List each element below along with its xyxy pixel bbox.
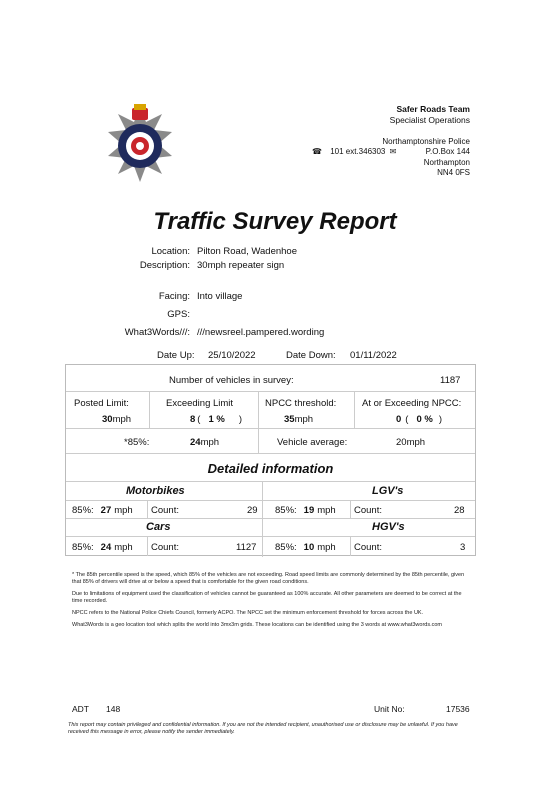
phone-number: 101 ext.346303 [330,147,386,156]
p85-label: *85%: [124,437,150,448]
police-crest-logo [96,100,184,188]
department: Specialist Operations [389,114,470,125]
phone-icon: ☎ [312,147,322,156]
motorbikes-count: 29 [247,505,258,516]
at-npcc-label: At or Exceeding NPCC: [362,398,462,409]
p85-value: 24mph [190,437,220,448]
hgv-heading: HGV's [372,521,405,533]
what3words-value: ///newsreel.pampered.wording [197,327,325,338]
lgv-heading: LGV's [372,485,404,497]
phone-line [312,147,396,156]
posted-limit-value: 30mph [102,414,132,425]
lgv-count-label: Count: [354,505,382,516]
team-name: Safer Roads Team [396,104,470,114]
hgv-p85: 85%: 10 mph [275,542,336,553]
date-down-label: Date Down: [286,350,336,361]
adt-value: 148 [106,704,121,714]
facing-row [0,291,550,303]
note-npcc: NPCC refers to the National Police Chiefs Council, formerly ACPO. The NPCC set the minimum enforcement threshold for forces across the UK. [72,610,424,616]
motorbikes-heading: Motorbikes [126,485,185,497]
unit-value: 17536 [446,704,470,714]
location-value: Pilton Road, Wadenhoe [197,246,297,257]
cars-heading: Cars [146,521,171,533]
date-up-label: Date Up: [157,350,195,361]
note-classification: Due to limitations of equipment used the classification of vehicles cannot be guaranteed as 100% accurate. All other parameters are deemed to be correct at the time recorded. [72,591,462,604]
adt-label: ADT [72,704,89,714]
posted-limit-label: Posted Limit: [74,398,129,409]
what3words-row [0,327,550,339]
gps-label: GPS: [167,309,190,320]
town: Northampton [423,157,470,167]
description-value: 30mph repeater sign [197,260,285,271]
org-name: Northamptonshire Police [382,137,470,146]
postal-address [424,147,470,179]
org-header [390,104,470,125]
facing-label: Facing: [158,291,190,302]
hgv-count: 3 [460,542,466,553]
mail-icon: ✉ [389,147,397,156]
description-label: Description: [139,260,190,271]
date-down-value: 01/11/2022 [350,350,397,361]
note-85th-percentile: * The 85th percentile speed is the speed, which 85% of the vehicles are not exceeding. Road speed limits are commonly determined by the 85th percentile, given that 85% of drivers will drive at or below a speed that is comfortable for the given road conditions. [72,572,465,585]
facing-value: Into village [197,291,243,302]
npcc-threshold-value: 35mph [284,414,314,425]
lgv-p85: 85%: 19 mph [275,505,336,516]
description-row [0,260,550,272]
postcode: NN4 0FS [437,168,470,177]
npcc-threshold-label: NPCC threshold: [265,398,337,409]
cars-count-label: Count: [151,542,179,553]
at-npcc-value: 0 ( 0 % ) [396,414,443,425]
hgv-count-label: Count: [354,542,382,553]
vehicle-average-label: Vehicle average: [277,437,348,448]
unit-label: Unit No: [374,704,405,714]
detailed-heading: Detailed information [207,461,334,476]
location-row [0,246,550,258]
exceeding-limit-label: Exceeding Limit [166,398,234,409]
location-label: Location: [151,246,190,257]
date-up-value: 25/10/2022 [208,350,256,361]
notes-section [72,572,470,634]
lgv-count: 28 [454,505,465,516]
vehicles-label: Number of vehicles in survey: [169,375,294,386]
report-title: Traffic Survey Report [153,208,397,235]
motorbikes-p85: 85%: 27 mph [72,505,133,516]
vehicles-value: 1187 [440,375,461,386]
cars-count: 1127 [236,542,257,553]
gps-row [0,309,550,321]
what3words-label: What3Words///: [124,327,190,338]
survey-table [65,364,476,556]
motorbikes-count-label: Count: [151,505,179,516]
cars-p85: 85%: 24 mph [72,542,133,553]
po-box: P.O.Box 144 [425,147,470,156]
vehicle-average-value: 20mph [396,437,426,448]
note-what3words: What3Words is a geo location tool which splits the world into 3mx3m grids. These locations can be identified using the 3 words at www.what3words.com [72,622,443,628]
disclaimer: This report may contain privileged and confidential information. If you are not the intended recipient, unauthorised use or disclosure may be unlawful. If you have received this message in error, please notify the sender immediately. [68,722,458,735]
exceeding-limit-value: 8 ( 1 % ) [190,414,243,425]
